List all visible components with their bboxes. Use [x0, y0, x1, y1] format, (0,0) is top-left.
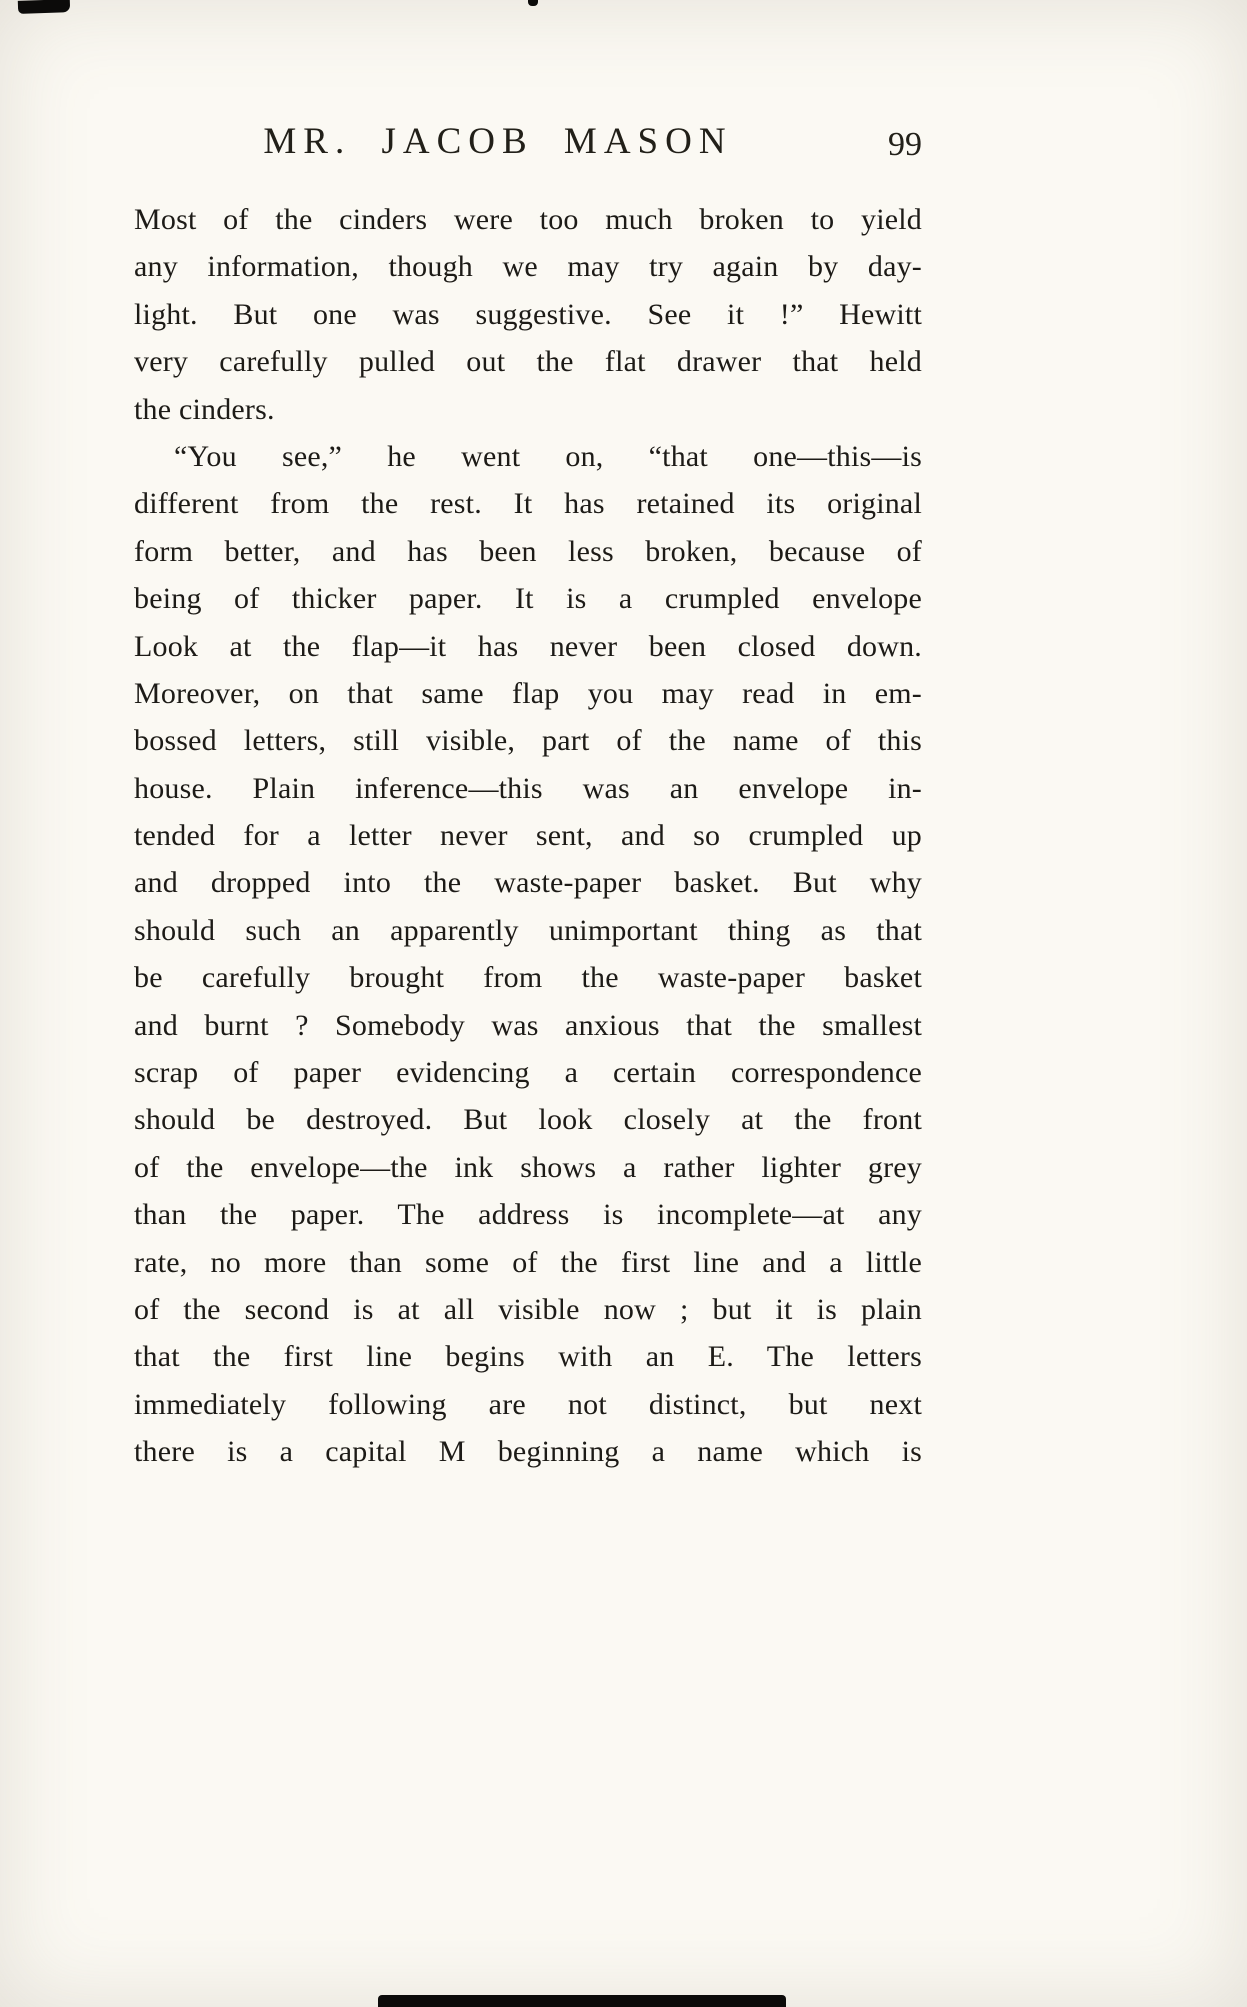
text-line: Moreover, on that same flap you may read in em- [134, 676, 922, 710]
page-title: MR. JACOB MASON [263, 121, 733, 162]
scan-artifact-top-speck [528, 0, 538, 6]
scan-artifact-bottom-bar [378, 1995, 786, 2007]
text-line: the cinders. [134, 392, 275, 426]
text-line: being of thicker paper. It is a crumpled envelope [134, 582, 922, 616]
text-line: tended for a letter never sent, and so crumpled up [134, 819, 922, 853]
text-line: house. Plain inference—this was an envelope in- [134, 771, 922, 805]
text-line: “You see,” he went on, “that one—this—is [174, 439, 922, 473]
text-line: and burnt ? Somebody was anxious that the smallest [134, 1008, 922, 1042]
text-line: than the paper. The address is incomplete—at any [134, 1198, 922, 1232]
text-line: form better, and has been less broken, because of [134, 534, 922, 568]
text-line: of the second is at all visible now ; but it is plain [134, 1292, 922, 1326]
text-line: light. But one was suggestive. See it !” Hewitt [134, 297, 922, 331]
text-block [134, 120, 922, 1476]
page-number: 99 [888, 126, 922, 163]
text-line: there is a capital M beginning a name which is [134, 1435, 922, 1469]
page-header [134, 120, 922, 172]
text-line: Look at the flap—it has never been closed down. [134, 629, 922, 663]
text-line: any information, though we may try again by day- [134, 250, 922, 284]
text-line: rate, no more than some of the first line and a little [134, 1245, 922, 1279]
text-line: different from the rest. It has retained its original [134, 487, 922, 521]
text-line: scrap of paper evidencing a certain correspondence [134, 1056, 922, 1090]
body-text [134, 196, 922, 1476]
text-line: that the first line begins with an E. The letters [134, 1340, 922, 1374]
text-line: should such an apparently unimportant thing as that [134, 913, 922, 947]
scan-artifact-top-left [18, 0, 70, 14]
text-line: bossed letters, still visible, part of the name of this [134, 724, 922, 758]
text-line: be carefully brought from the waste-paper basket [134, 961, 922, 995]
text-line: immediately following are not distinct, but next [134, 1387, 922, 1421]
text-line: and dropped into the waste-paper basket. But why [134, 866, 922, 900]
text-line: should be destroyed. But look closely at the front [134, 1103, 922, 1137]
text-line: Most of the cinders were too much broken to yield [134, 203, 922, 236]
text-line: of the envelope—the ink shows a rather lighter grey [134, 1150, 922, 1184]
text-line: very carefully pulled out the flat drawer that held [134, 345, 922, 379]
